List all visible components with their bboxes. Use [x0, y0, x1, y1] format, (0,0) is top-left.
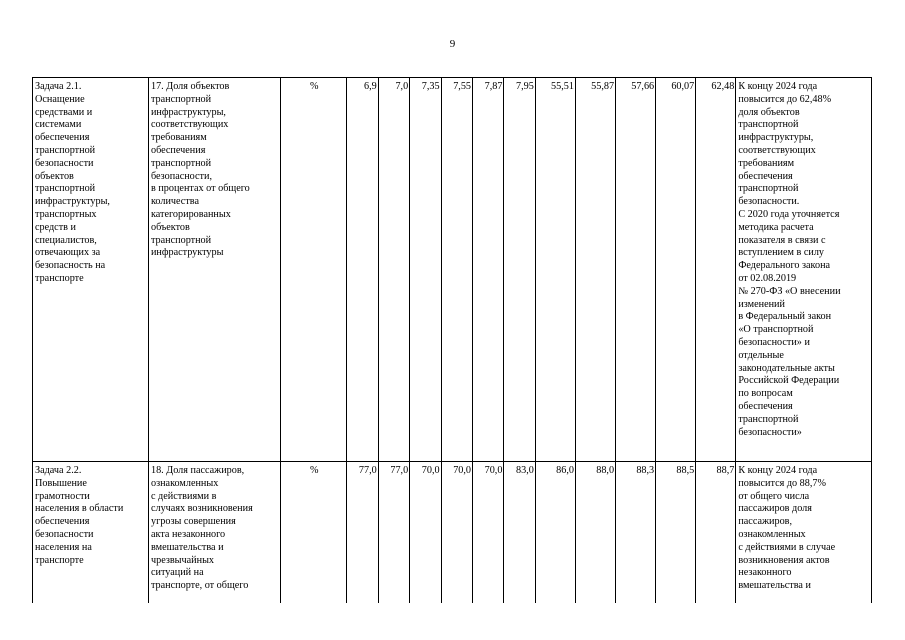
- comment-cell-line: пассажиров,: [738, 516, 793, 528]
- task-cell-line: безопасности: [35, 528, 94, 540]
- comment-cell-line: соответствующих: [738, 144, 816, 156]
- indicator-cell-line: 18. Доля пассажиров,: [150, 465, 245, 476]
- comment-cell-line: К концу 2024 года: [738, 81, 818, 92]
- value-cell: 6,9: [347, 78, 378, 462]
- comment-cell-line: Российской Федерации: [738, 375, 840, 387]
- value-cell: 77,0: [378, 462, 409, 604]
- indicator-cell-line: транспортной: [150, 157, 212, 169]
- task-cell-line: безопасности: [35, 157, 94, 169]
- comment-cell-line: законодательные акты: [738, 362, 835, 374]
- value-cell: 70,0: [441, 462, 472, 604]
- table-row: [33, 462, 872, 604]
- comment-cell-line: повысится до 62,48%: [738, 93, 832, 105]
- indicator-cell-line: объектов: [150, 221, 190, 233]
- task-cell-line: системами: [35, 119, 82, 131]
- indicator-cell-line: обеспечения: [150, 144, 206, 156]
- indicator-cell: [148, 78, 280, 462]
- task-cell-line: транспортной: [35, 144, 96, 156]
- comment-cell-line: безопасности» и: [738, 336, 810, 348]
- indicator-cell-line: инфраструктуры: [150, 247, 224, 259]
- comment-cell-line: обеспечения: [738, 400, 793, 412]
- value-cell: 70,0: [473, 462, 504, 604]
- indicator-cell-line: транспортной: [150, 93, 212, 105]
- indicator-cell-line: транспорте, от общего: [150, 580, 249, 592]
- comment-cell-line: с действиями в случае: [738, 541, 836, 553]
- value-cell: 88,7: [696, 462, 736, 604]
- comment-cell-line: пассажиров доля: [738, 503, 812, 515]
- value-cell: 77,0: [347, 462, 378, 604]
- comment-cell-line: по вопросам: [738, 388, 793, 400]
- comment-cell-line: безопасности»: [738, 426, 802, 438]
- value-cell: 88,3: [616, 462, 656, 604]
- comment-cell-line: от общего числа: [738, 490, 810, 502]
- comment-cell-line: транспортной: [738, 183, 799, 195]
- value-cell: 60,07: [656, 78, 696, 462]
- value-cell: 86,0: [535, 462, 575, 604]
- comment-cell-line: транспортной: [738, 413, 799, 425]
- comment-cell-line: доля объектов: [738, 106, 800, 118]
- comment-cell: [736, 78, 872, 462]
- indicators-table: [32, 77, 872, 603]
- task-cell-line: транспорте: [35, 554, 84, 566]
- task-cell: [33, 78, 149, 462]
- unit-cell: %: [281, 78, 347, 462]
- task-cell-line: Повышение: [35, 477, 87, 489]
- comment-cell-line: в Федеральный закон: [738, 311, 832, 323]
- comment-cell-line: «О транспортной: [738, 324, 814, 336]
- value-cell: 55,51: [535, 78, 575, 462]
- comment-cell-line: № 270-ФЗ «О внесении: [738, 285, 841, 297]
- comment-cell-line: изменений: [738, 298, 785, 310]
- indicator-cell-line: ознакомленных: [150, 477, 219, 489]
- comment-cell-line: инфраструктуры,: [738, 132, 814, 144]
- comment-cell-line: вступлением в силу: [738, 247, 824, 259]
- indicator-cell-line: вмешательства и: [150, 541, 224, 553]
- task-cell-line: Задача 2.1.: [35, 81, 82, 92]
- indicator-cell-line: соответствующих: [150, 119, 229, 131]
- task-cell-line: инфраструктуры,: [35, 196, 110, 208]
- value-cell: 7,0: [378, 78, 409, 462]
- task-cell-line: средствами и: [35, 106, 93, 118]
- task-cell-line: безопасность на: [35, 260, 106, 272]
- value-cell: 7,87: [473, 78, 504, 462]
- comment-cell-line: Федерального закона: [738, 260, 831, 272]
- comment-cell-line: требованиям: [738, 157, 795, 169]
- value-cell: 88,0: [575, 462, 615, 604]
- value-cell: 88,5: [656, 462, 696, 604]
- unit-cell: %: [281, 462, 347, 604]
- task-cell-line: грамотности: [35, 490, 90, 502]
- task-cell-line: Задача 2.2.: [35, 465, 82, 476]
- comment-cell-line: методика расчета: [738, 221, 814, 233]
- task-cell-line: транспортной: [35, 183, 96, 195]
- comment-cell-line: безопасности.: [738, 196, 800, 208]
- value-cell: 7,55: [441, 78, 472, 462]
- table-row: [33, 78, 872, 462]
- value-cell: 83,0: [504, 462, 535, 604]
- indicator-cell-line: чрезвычайных: [150, 554, 215, 566]
- task-cell-line: обеспечения: [35, 516, 90, 528]
- comment-cell-line: возникновения актов: [738, 554, 830, 566]
- value-cell: 70,0: [410, 462, 441, 604]
- indicator-cell-line: угрозы совершения: [150, 516, 236, 528]
- value-cell: 55,87: [575, 78, 615, 462]
- comment-cell-line: незаконного: [738, 567, 792, 579]
- indicator-cell-line: 17. Доля объектов: [150, 81, 230, 92]
- task-cell-line: специалистов,: [35, 234, 97, 246]
- value-cell: 57,66: [616, 78, 656, 462]
- page-number: 9: [449, 38, 456, 50]
- indicator-cell-line: с действиями в: [150, 490, 217, 502]
- comment-cell: [736, 462, 872, 604]
- indicator-cell-line: ситуаций на: [150, 567, 204, 579]
- indicator-cell-line: в процентах от общего: [150, 183, 250, 195]
- indicator-cell-line: требованиям: [150, 132, 207, 144]
- indicator-cell: [148, 462, 280, 604]
- comment-cell-line: от 02.08.2019: [738, 272, 797, 284]
- comment-cell-line: К концу 2024 года: [738, 465, 818, 476]
- task-cell-line: средств и: [35, 221, 76, 233]
- comment-cell-line: С 2020 года уточняется: [738, 208, 840, 220]
- indicator-cell-line: транспортной: [150, 234, 212, 246]
- task-cell-line: отвечающих за: [35, 247, 101, 259]
- comment-cell-line: транспортной: [738, 119, 799, 131]
- comment-cell-line: ознакомленных: [738, 528, 806, 540]
- task-cell-line: населения в области: [35, 503, 124, 515]
- indicator-cell-line: случаях возникновения: [150, 503, 253, 515]
- comment-cell-line: повысится до 88,7%: [738, 477, 826, 489]
- task-cell-line: населения на: [35, 541, 92, 553]
- comment-cell-line: показателя в связи с: [738, 234, 826, 246]
- indicator-cell-line: акта незаконного: [150, 528, 226, 540]
- comment-cell-line: вмешательства и: [738, 580, 811, 592]
- indicator-cell-line: категорированных: [150, 208, 231, 220]
- task-cell-line: Оснащение: [35, 93, 85, 105]
- indicator-cell-line: безопасности,: [150, 170, 213, 182]
- task-cell-line: обеспечения: [35, 132, 90, 144]
- task-cell: [33, 462, 149, 604]
- indicator-cell-line: количества: [150, 196, 199, 208]
- task-cell-line: транспортных: [35, 208, 97, 220]
- comment-cell-line: отдельные: [738, 349, 784, 361]
- value-cell: 62,48: [696, 78, 736, 462]
- task-cell-line: транспорте: [35, 272, 84, 284]
- comment-cell-line: обеспечения: [738, 170, 793, 182]
- value-cell: 7,95: [504, 78, 535, 462]
- indicator-cell-line: инфраструктуры,: [150, 106, 226, 118]
- task-cell-line: объектов: [35, 170, 74, 182]
- value-cell: 7,35: [410, 78, 441, 462]
